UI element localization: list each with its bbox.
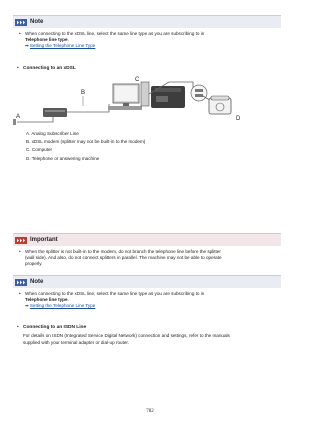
note-header <box>13 276 281 288</box>
modem-panel <box>45 110 65 112</box>
note-box <box>13 15 281 53</box>
note-icon <box>15 279 27 286</box>
legend-item: C. Computer <box>26 147 53 153</box>
note-header <box>13 16 281 28</box>
legend-item: D. Telephone or answering machine <box>26 155 100 161</box>
bullet: • <box>17 66 19 71</box>
important-text-line: (wall side). And also, do not connect splitters in parallel. The machine may not be able to operate <box>25 255 222 261</box>
period: . <box>67 37 69 43</box>
monitor-stand <box>123 103 129 106</box>
label-a: A <box>16 114 21 120</box>
important-title: Important <box>30 237 58 243</box>
note-title: Note <box>30 279 44 285</box>
paragraph-line: supplied with your terminal adapter or dial-up router. <box>23 339 129 345</box>
legend-item: B. xDSL modem (splitter may not be built-in to the modem) <box>26 139 146 145</box>
bullet: • <box>19 31 21 36</box>
monitor-screen <box>115 86 137 101</box>
bullet: • <box>19 291 21 296</box>
note-box <box>13 275 281 313</box>
port-2 <box>195 94 203 97</box>
xdsl-connection-diagram <box>13 74 283 132</box>
important-header <box>13 234 281 246</box>
paragraph-line: For details on ISDN (Integrated Service Digital Network) connection and settings, refer to the manuals <box>23 333 230 338</box>
label-d: D <box>236 116 241 122</box>
bullet: • <box>19 249 21 254</box>
important-text-line: properly. <box>25 261 43 267</box>
connector-detail <box>191 85 207 101</box>
label-b: B <box>81 90 86 96</box>
section-title: Connecting to an xDSL <box>23 66 76 71</box>
telephone-line-type-label: Telephone line type <box>25 37 68 43</box>
setting-telephone-line-type-link[interactable]: Setting the Telephone Line Type <box>29 303 96 309</box>
important-text-line: When the splitter is not built-in to the modem, do not branch the telephone line before the splitter <box>25 249 221 254</box>
legend-item: A. Analog Subscriber Line <box>26 131 79 136</box>
link-arrow-icon: ➡ <box>25 303 29 309</box>
link-arrow-icon: ➡ <box>25 43 29 49</box>
important-box <box>13 233 281 271</box>
note-text: When connecting to the xDSL line, select the same line type as you are subscribing to in <box>25 31 205 36</box>
computer-tower <box>141 82 149 106</box>
note-icon <box>15 19 27 26</box>
setting-telephone-line-type-link[interactable]: Setting the Telephone Line Type <box>29 43 96 49</box>
section-heading-isdn <box>17 325 86 330</box>
printer-panel <box>156 96 168 102</box>
note-text: When connecting to the xDSL line, select the same line type as you are subscribing to in <box>25 291 205 296</box>
period: . <box>67 297 69 303</box>
telephone <box>209 98 231 114</box>
diagram-legend <box>26 130 145 163</box>
important-icon <box>15 237 27 244</box>
label-c: C <box>135 77 140 83</box>
keyboard <box>108 106 142 110</box>
bullet: • <box>17 325 19 330</box>
isdn-paragraph <box>23 333 285 346</box>
section-title: Connecting to an ISDN Line <box>23 325 87 330</box>
modem-computer-wire <box>67 104 109 112</box>
telephone-handset <box>211 96 229 100</box>
section-heading-xdsl <box>17 66 76 71</box>
printer-top <box>155 88 181 92</box>
modem <box>43 108 67 117</box>
note-title: Note <box>30 19 44 25</box>
page-number: 782 <box>146 409 154 414</box>
port-1 <box>195 89 203 92</box>
telephone-line-type-label: Telephone line type <box>25 297 68 303</box>
analog-line-wire <box>17 117 53 122</box>
